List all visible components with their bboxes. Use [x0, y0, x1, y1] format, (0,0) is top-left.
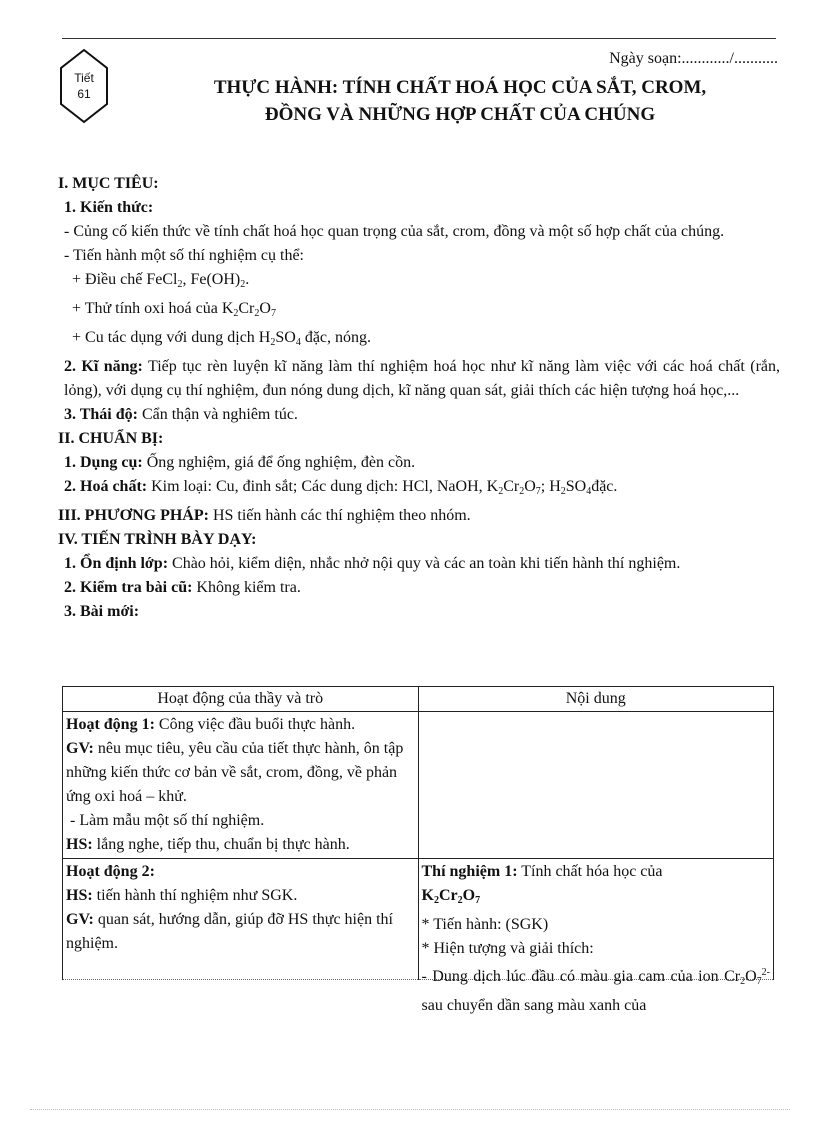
check-paragraph: 2. Kiểm tra bài cũ: Không kiểm tra.: [64, 579, 301, 596]
date-line: Ngày soạn:............/...........: [609, 50, 778, 67]
activity-1-teacher: GV: nêu mục tiêu, yêu cầu của tiết thực hành, ôn tập những kiến thức cơ bản về sắt, crom, đồng, về phản ứng oxi hoá – khử.: [66, 740, 404, 805]
bottom-divider: [30, 1109, 790, 1110]
knowledge-label: 1. Kiến thức:: [64, 199, 154, 216]
experiment-item-3: + Cu tác dụng với dung dịch $H_2SO_4$ đặc, nóng.: [72, 329, 372, 348]
activity-1-demo: - Làm mẫu một số thí nghiệm.: [70, 812, 265, 829]
experiment-1-observation: - Dung dịch lúc đầu có màu gia cam của ion $Cr_2O_7^{2-}$ sau chuyển dần sang màu xanh của: [421, 967, 770, 1014]
tools-paragraph: 1. Dụng cụ: Ống nghiệm, giá để ống nghiệm, đèn cồn.: [64, 454, 416, 471]
section1-heading: I. MỤC TIÊU:: [58, 175, 159, 192]
col-header-activities: Hoạt động của thầy và trò: [63, 687, 419, 712]
section2-heading: II. CHUẨN BỊ:: [58, 430, 164, 447]
activity-2-cell: [63, 859, 419, 980]
col-header-content: Nội dung: [418, 687, 774, 712]
experiment-1-title: Thí nghiệm 1: Tính chất hóa học của: [421, 863, 663, 880]
experiment-1-procedure: * Tiến hành: (SGK): [421, 916, 549, 933]
experiments-intro: - Tiến hành một số thí nghiệm cụ thể:: [64, 247, 304, 264]
activity-1-cell: [63, 712, 419, 859]
table-row: [63, 712, 774, 859]
badge-line2: 61: [77, 87, 91, 101]
experiment-1-phenomenon: * Hiện tượng và giải thích:: [421, 940, 594, 957]
title-line2: ĐỒNG VÀ NHỮNG HỢP CHẤT CỦA CHÚNG: [264, 104, 656, 125]
new-lesson-label: 3. Bài mới:: [64, 603, 140, 620]
section3-paragraph: III. PHƯƠNG PHÁP: HS tiến hành các thí nghiệm theo nhóm.: [58, 507, 471, 524]
experiment-1-formula: $K_2Cr_2O_7$: [421, 887, 481, 906]
activity-2-title: Hoạt động 2:: [66, 863, 155, 880]
chemicals-paragraph: 2. Hoá chất: Kim loại: Cu, đinh sắt; Các dung dịch: HCl, NaOH, $K_2Cr_2O_7$; $H_2SO_4đặc$.: [64, 478, 618, 497]
activity-2-students: HS: tiến hành thí nghiệm như SGK.: [66, 887, 298, 904]
experiment-item-2: + Thử tính oxi hoá của $K_2Cr_2O_7$: [72, 300, 276, 319]
section4-heading: IV. TIẾN TRÌNH BÀY DẠY:: [58, 531, 257, 548]
top-rule: [62, 38, 776, 39]
document-body: [58, 172, 780, 624]
attitude-paragraph: 3. Thái độ: Cẩn thận và nghiêm túc.: [64, 406, 298, 423]
title-line1: THỰC HÀNH: TÍNH CHẤT HOÁ HỌC CỦA SẮT, CROM,: [213, 77, 707, 98]
skills-paragraph: 2. Kĩ năng: Tiếp tục rèn luyện kĩ năng làm thí nghiệm hoá học như kĩ năng làm việc với các hoá chất (rắn, lỏng), với dụng cụ thí nghiệm, đun nóng dung dịch, kĩ năng quan sát, giải thích các hiện tượng hoá học,...: [64, 358, 781, 399]
experiment-item-1: + Điều chế FeCl$_2$, $Fe(OH)_2$.: [72, 271, 250, 290]
content-2-cell: [418, 859, 774, 1014]
lesson-plan-table: [62, 686, 774, 1014]
activity-1-students: HS: lắng nghe, tiếp thu, chuẩn bị thực hành.: [66, 836, 350, 853]
activity-1-title: Hoạt động 1: Công việc đầu buổi thực hành.: [66, 716, 356, 733]
stabilize-paragraph: 1. Ổn định lớp: Chào hỏi, kiểm diện, nhắc nhở nội quy và các an toàn khi tiến hành thí nghiệm.: [64, 555, 681, 572]
table-header-row: [63, 687, 774, 712]
table-row: [63, 859, 774, 980]
badge-line1: Tiết: [74, 71, 94, 85]
knowledge-intro: - Củng cố kiến thức về tính chất hoá học quan trọng của sắt, crom, đồng và một số hợp chất của chúng.: [64, 223, 725, 240]
content-1-cell: [418, 712, 774, 859]
lesson-badge-text: [59, 70, 109, 102]
page-title: [140, 74, 780, 128]
activity-2-teacher: GV: quan sát, hướng dẫn, giúp đỡ HS thực hiện thí nghiệm.: [66, 911, 393, 952]
